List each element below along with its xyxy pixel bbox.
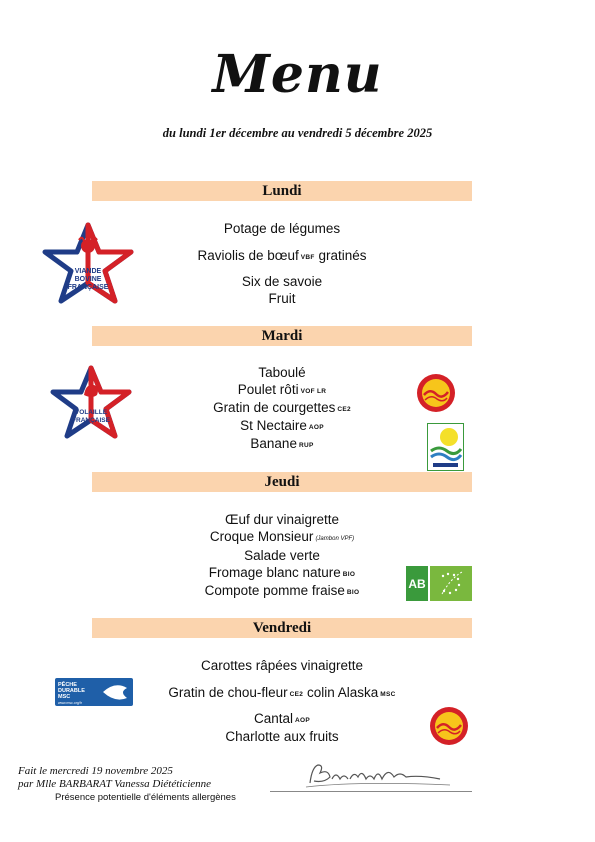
label-tag: (Jambon VPF) <box>315 536 355 542</box>
label-tag: BIO <box>342 571 356 578</box>
viande-bovine-francaise-logo <box>42 222 134 304</box>
svg-text:VIANDE: VIANDE <box>74 268 102 275</box>
dish-item: Gratin de courgettes CE2 <box>213 400 351 415</box>
aop-seal-icon <box>416 373 456 413</box>
dish-item: Compote pomme fraise BIO <box>204 583 360 598</box>
dish-item: Salade verte <box>244 548 320 563</box>
dish-item: Raviolis de bœuf VBF gratinés <box>197 248 367 263</box>
svg-text:www.msc.org/fr: www.msc.org/fr <box>58 701 82 705</box>
bio-label-icon <box>406 566 472 601</box>
dish-item: Taboulé <box>258 365 306 380</box>
footer-author: par Mlle BARBARAT Vanessa Diététicienne <box>18 778 212 790</box>
dish-item: Œuf dur vinaigrette <box>224 512 340 527</box>
dish-item: Fromage blanc nature BIO <box>208 565 356 580</box>
allergen-notice: Présence potentielle d'éléments allergènes <box>55 792 236 803</box>
svg-text:MSC: MSC <box>58 694 71 700</box>
svg-text:DURABLE: DURABLE <box>58 688 85 694</box>
label-tag: BIO <box>346 589 360 596</box>
day-header-mardi: Mardi <box>92 326 472 346</box>
day-header-jeudi: Jeudi <box>92 472 472 492</box>
label-tag: RUP <box>298 442 314 449</box>
svg-text:FRANÇAISE: FRANÇAISE <box>72 417 110 424</box>
dish-item: St Nectaire AOP <box>240 418 324 433</box>
label-tag: VOF LR <box>300 388 327 395</box>
dish-item: Croque Monsieur (Jambon VPF) <box>209 529 355 544</box>
dish-item: Poulet rôti VOF LR <box>237 382 327 397</box>
svg-text:FRANÇAISE: FRANÇAISE <box>67 284 109 291</box>
dish-item: Potage de légumes <box>223 221 341 236</box>
label-tag: CE2 <box>289 691 304 698</box>
aop-seal-icon <box>429 706 469 746</box>
rup-label-icon <box>427 423 464 471</box>
svg-text:VOLAILLE: VOLAILLE <box>74 409 108 416</box>
label-tag: AOP <box>295 717 311 724</box>
svg-text:PÊCHE: PÊCHE <box>58 682 77 688</box>
label-tag: VBF <box>300 254 315 261</box>
dish-item: Cantal AOP <box>253 711 311 726</box>
day-header-vendredi: Vendredi <box>92 618 472 638</box>
signature-image <box>270 757 472 791</box>
signature-area <box>270 757 472 792</box>
dish-item: Gratin de chou-fleur CE2 colin Alaska MSC <box>168 685 396 700</box>
day-header-lundi: Lundi <box>92 181 472 201</box>
label-tag: MSC <box>380 691 396 698</box>
msc-label-icon <box>55 678 133 706</box>
svg-text:AB: AB <box>408 577 426 591</box>
label-tag: AOP <box>308 424 324 431</box>
dish-item: Carottes râpées vinaigrette <box>200 658 364 673</box>
page-title: Menu <box>212 44 383 105</box>
dish-item: Six de savoie <box>241 274 323 289</box>
footer-date: Fait le mercredi 19 novembre 2025 <box>18 765 173 777</box>
menu-period: du lundi 1er décembre au vendredi 5 décembre 2025 <box>162 126 433 140</box>
dish-item: Charlotte aux fruits <box>225 729 339 744</box>
dish-item: Banane RUP <box>250 436 314 451</box>
dish-item: Fruit <box>268 291 296 306</box>
label-tag: CE2 <box>337 406 351 413</box>
volaille-francaise-logo <box>50 365 132 440</box>
svg-text:BOVINE: BOVINE <box>74 276 102 283</box>
